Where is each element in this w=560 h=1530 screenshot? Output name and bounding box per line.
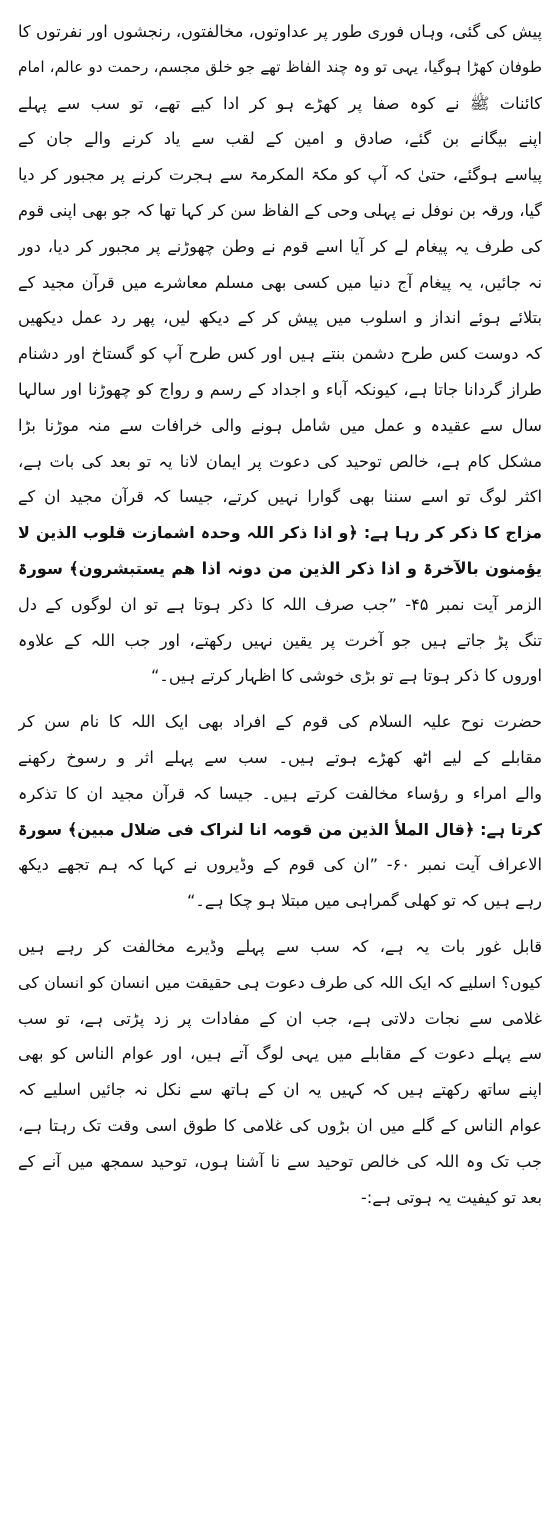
text-line: بتلائے ہوئے انداز و اسلوب میں پیش کر کے دیکھ لیں، پھر رد عمل دیکھیں	[18, 308, 542, 328]
text-line: کائنات ﷺ نے کوہ صفا پر کھڑے ہو کر ادا کیے تھے، تو سب سے پہلے	[18, 93, 542, 113]
text-line: الزمر آیت نمبر ۴۵- ”جب صرف اللہ کا ذکر ہوتا ہے تو ان لوگوں کے دل	[18, 594, 542, 614]
quran-quote-line: مزاج کا ذکر کر رہا ہے: ﴿و اذا ذکر اللہ وحدہ اشمازت قلوب الذین لا	[18, 523, 542, 543]
text-line: حضرت نوح علیہ السلام کی قوم کے افراد بھی ایک اللہ کا نام سن کر	[18, 712, 542, 732]
text-line: سال سے عقیدہ و عمل میں شامل ہونے والی خرافات سے منہ موڑنا بڑا	[18, 415, 542, 435]
text-line: اپنے ساتھ رکھتے ہیں کہ کہیں یہ ان کے ہاتھ سے نکل نہ جائیں اسلیے کہ	[18, 1080, 542, 1100]
text-line: بعد تو کیفیت یہ ہوتی ہے:-	[360, 1187, 542, 1207]
paragraph-1	[18, 14, 542, 694]
text-line: اوروں کا ذکر ہوتا ہے تو بڑی خوشی کا اظہار کرتے ہیں۔“	[150, 666, 542, 686]
text-line: عوام الناس کے گلے میں ان بڑوں کی غلامی کا طوق اسی وقت تک رہتا ہے،	[18, 1115, 542, 1135]
text-line: کہ دوست کس طرح دشمن بنتے ہیں اور کس طرح آپ کو گستاخ اور دشنام	[18, 344, 542, 364]
text-line: رہے ہیں کہ تو کھلی گمراہی میں مبتلا ہو چکا ہے۔“	[186, 891, 542, 911]
text-line: جب تک وہ اللہ کی خالص توحید سے نا آشنا ہوں، توحید سمجھ میں آنے کے	[18, 1151, 542, 1171]
quran-quote-line: یؤمنون بالآخرۃ و اذا ذکر الذین من دونہ اذا ھم یستبشرون﴾ سورۃ	[18, 558, 542, 578]
text-line: طراز گردانا جاتا ہے، کیونکہ آباء و اجداد کے رسم و رواج کو چھوڑنا اور سالہا	[18, 379, 542, 399]
text-line: مشکل کام ہے، خالص توحید کی دعوت پر ایمان لانا یہ تو بعد کی بات ہے،	[18, 451, 542, 471]
text-line: کیوں؟ اسلیے کہ ایک اللہ کی طرف دعوت ہی حقیقت میں انسان کو انسان کی	[18, 972, 542, 992]
text-line: غلامی سے نجات دلاتی ہے، جب ان کے مفادات پر زد پڑتی ہے، تو سب	[18, 1008, 542, 1028]
text-line: گیا، ورقہ بن نوفل نے پہلی وحی کے الفاظ سن کر کہا تھا کہ جو بھی اپنی قوم	[18, 200, 542, 220]
text-line: طوفان کھڑا ہوگیا، یہی تو وہ چند الفاظ تھے جو خلق مجسم، رحمت دو عالم، امام	[18, 57, 542, 76]
text-line: پیاسے ہوگئے، حتیٰ کہ آپ کو مکۃ المکرمۃ سے ہجرت کرنے پر مجبور کر دیا	[18, 165, 542, 185]
text-line: مقابلے کے لیے اٹھ کھڑے ہوتے ہیں۔ سب سے پہلے اثر و رسوخ رکھنے	[18, 747, 542, 767]
text-line: نہ جائیں، یہ پیغام آج دنیا میں کسی بھی مسلم معاشرے میں قرآن مجید کے	[18, 272, 542, 292]
paragraph-3	[18, 929, 542, 1215]
text-line: کی طرف یہ پیغام لے کر آیا اسے قوم نے وطن چھوڑنے پر مجبور کر دیا، دور	[18, 236, 542, 256]
text-line: قابل غور بات یہ ہے، کہ سب سے پہلے وڈیرے مخالفت کر رہے ہیں	[18, 936, 542, 956]
text-line: اکثر لوگ تو اسے سننا بھی گوارا نہیں کرتے، جیسا کہ قرآن مجید ان کے	[18, 487, 542, 507]
book-page	[18, 14, 542, 1514]
text-line: اپنے بیگانے بن گئے، صادق و امین کے لقب سے یاد کرنے والے جان کے	[18, 129, 542, 149]
text-line: الاعراف آیت نمبر ۶۰- ”ان کی قوم کے وڈیروں نے کہا کہ ہم تجھے دیکھ	[18, 855, 542, 875]
text-line: والے امراء و رؤساء مخالفت کرتے ہیں۔ جیسا کہ قرآن مجید ان کا تذکرہ	[18, 783, 542, 803]
paragraph-2	[18, 704, 542, 919]
text-line: تنگ پڑ جاتے ہیں جو آخرت پر یقین نہیں رکھتے، اور جب اللہ کے علاوہ	[18, 630, 542, 650]
text-line: سے پہلے دعوت کے مقابلے میں یہی لوگ آتے ہیں، اور عوام الناس کو بھی	[18, 1044, 542, 1064]
quran-quote-line: کرتا ہے: ﴿قال الملأ الذین من قومہ انا لنراک فی ضلال مبین﴾ سورۃ	[18, 819, 542, 839]
text-line: پیش کی گئی، وہاں فوری طور پر عداوتوں، مخالفتوں، رنجشوں اور نفرتوں کا	[18, 22, 542, 41]
